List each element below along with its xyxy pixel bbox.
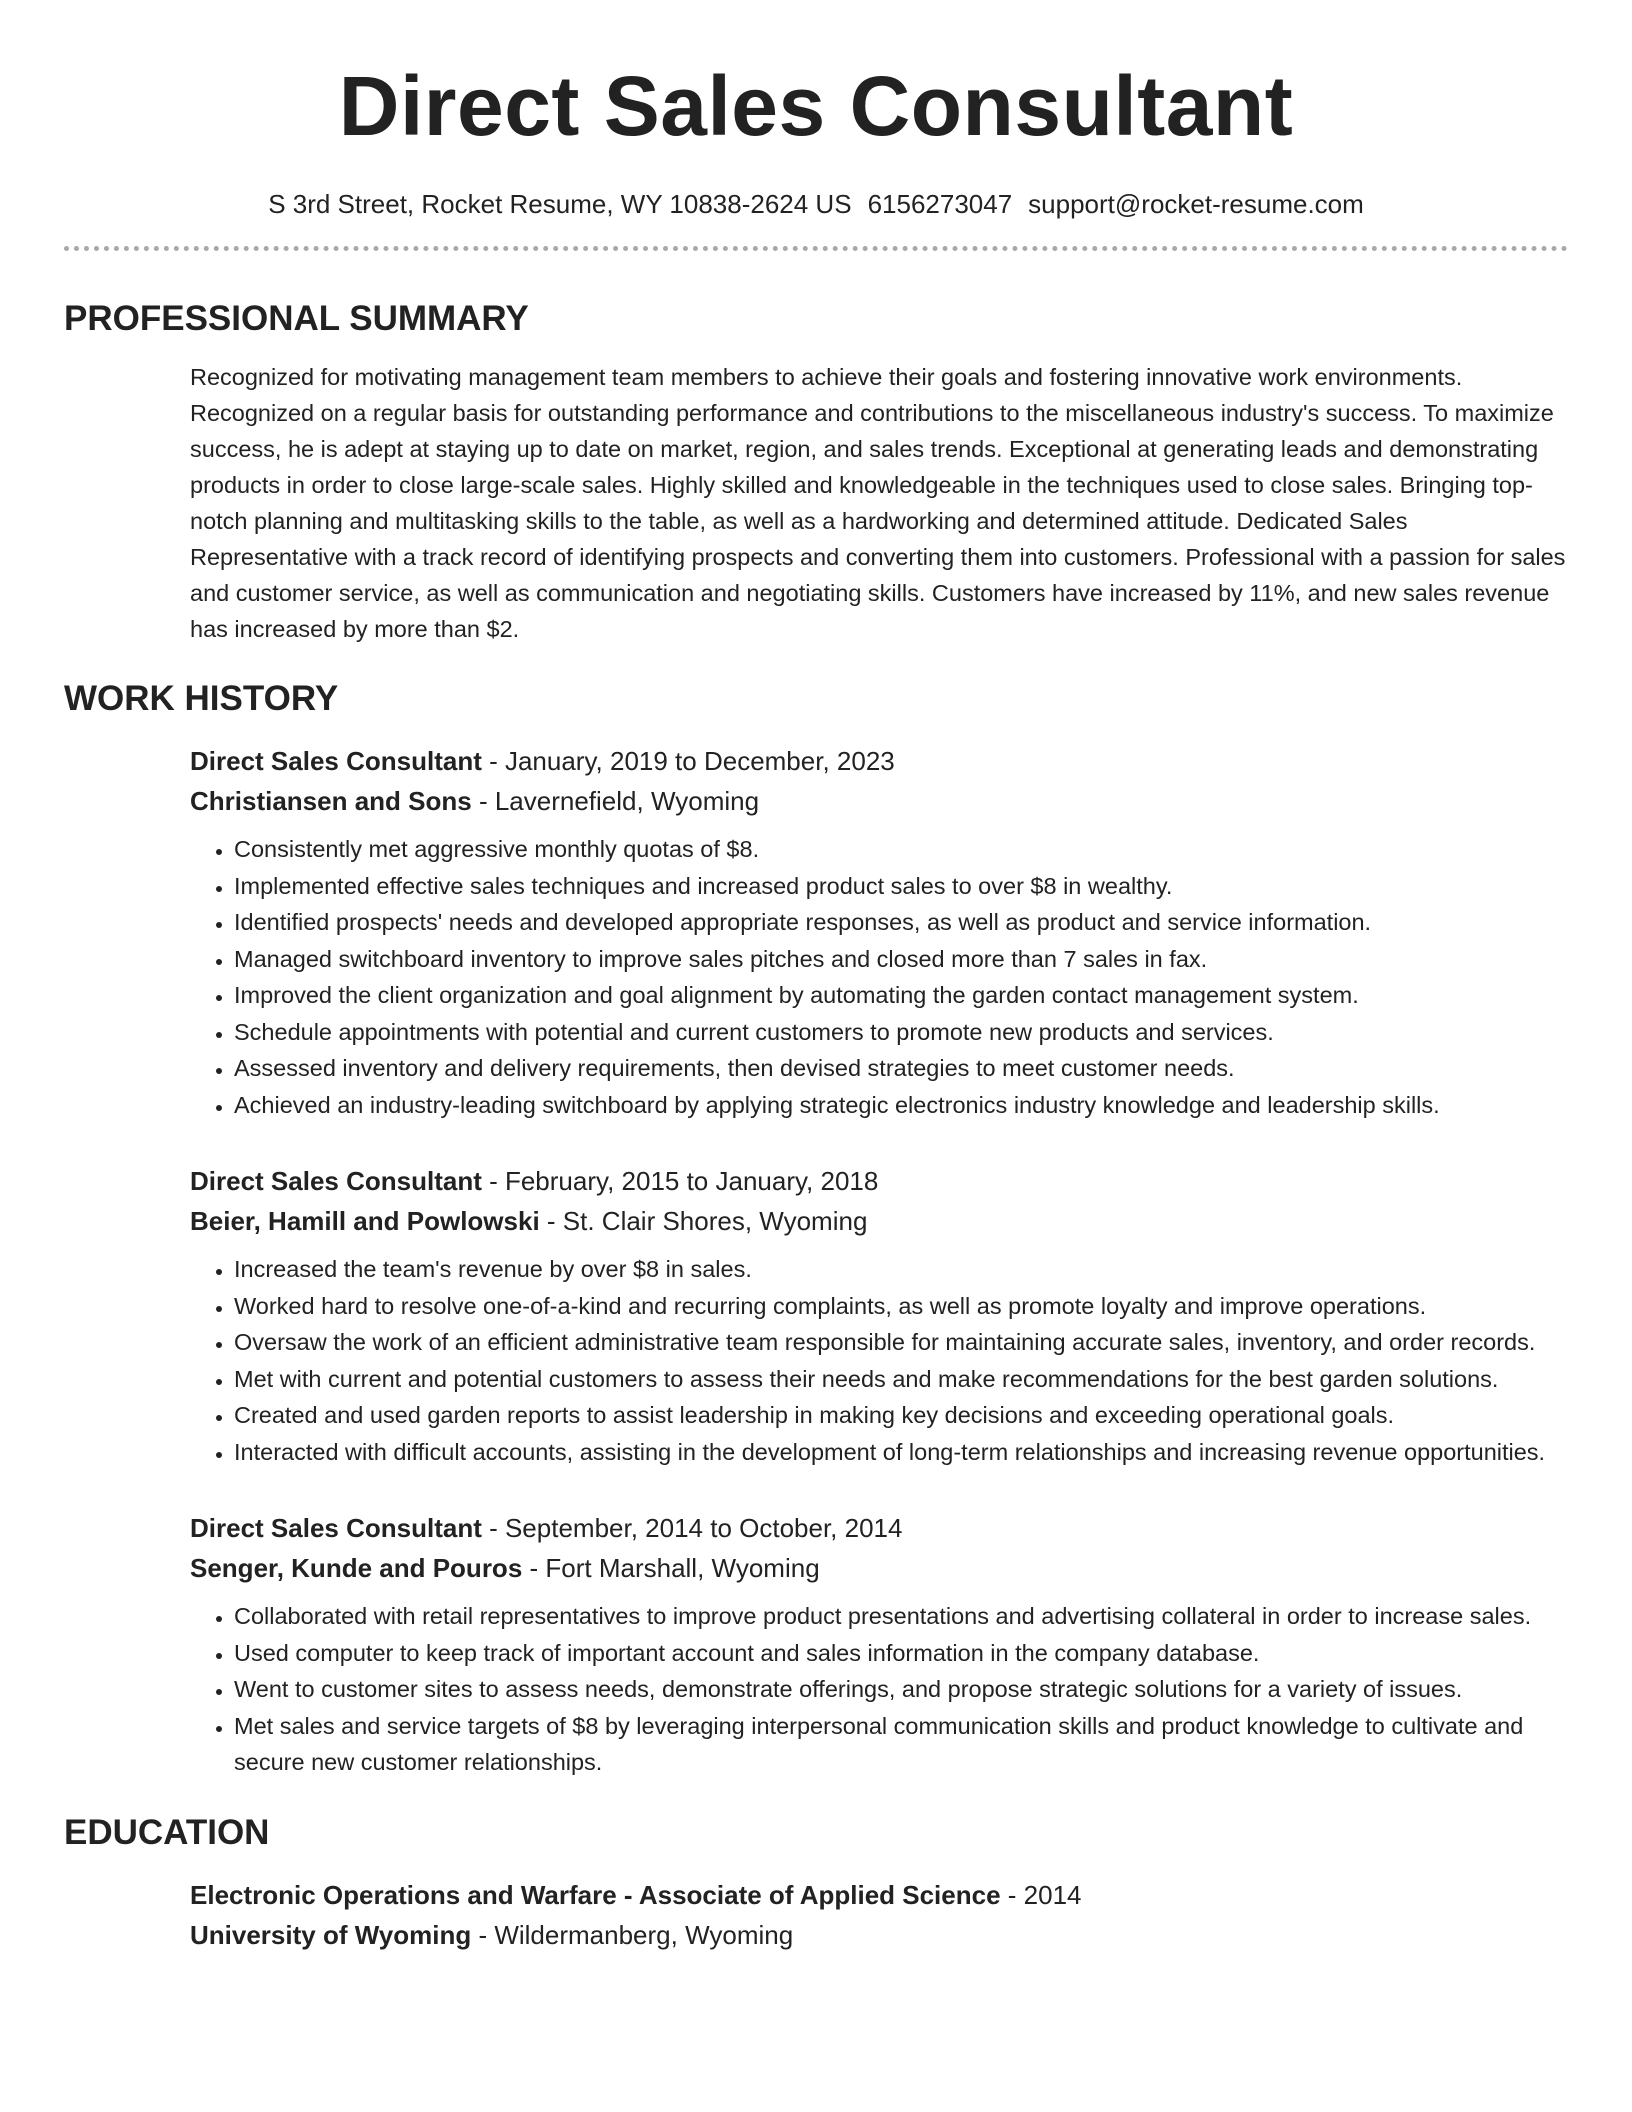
job-bullet: • Increased the team's revenue by over $8 in sales. <box>234 1251 1568 1288</box>
job-entry <box>190 741 1568 1123</box>
contact-line <box>64 184 1568 224</box>
resume-name: Direct Sales Consultant <box>338 59 1294 153</box>
education-year: - 2014 <box>1000 1879 1082 1910</box>
job-position: Direct Sales Consultant <box>190 1513 482 1543</box>
job-bullet: • Assessed inventory and delivery requirements, then devised strategies to meet customer needs. <box>234 1050 1568 1087</box>
job-location: - Fort Marshall, Wyoming <box>522 1553 820 1583</box>
summary-text: Recognized for motivating management team members to achieve their goals and fostering innovative work environments. Recognized on a regular basis for outstanding performance and contributions to the miscellaneous industry's success. To maximize success, he is adept at staying up to date on market, region, and sales trends. Exceptional at generating leads and demonstrating products in order to close large-scale sales. Highly skilled and knowledgeable in the techniques used to close sales. Bringing top-notch planning and multitasking skills to the table, as well as a hardworking and determined attitude. Dedicated Sales Representative with a track record of identifying prospects and converting them into customers. Professional with a passion for sales and customer service, as well as communication and negotiating skills. Customers have increased by 11%, and new sales revenue has increased by more than $2. <box>190 364 1566 642</box>
job-location: - St. Clair Shores, Wyoming <box>539 1206 868 1236</box>
job-bullet: • Went to customer sites to assess needs, demonstrate offerings, and propose strategic solutions for a variety of issues. <box>234 1671 1568 1708</box>
job-company-line <box>190 1548 1568 1588</box>
job-bullets <box>190 1251 1568 1470</box>
job-entry <box>190 1161 1568 1470</box>
education-degree: Electronic Operations and Warfare - Associate of Applied Science <box>190 1879 1001 1910</box>
work-history-section <box>64 741 1568 1781</box>
job-company: Christiansen and Sons <box>190 786 472 816</box>
job-bullet: • Created and used garden reports to assist leadership in making key decisions and exceeding operational goals. <box>234 1397 1568 1434</box>
job-position: Direct Sales Consultant <box>190 1166 482 1196</box>
summary-section <box>64 359 1568 647</box>
job-bullet: • Improved the client organization and goal alignment by automating the garden contact management system. <box>234 977 1568 1014</box>
job-bullet: • Schedule appointments with potential and current customers to promote new products and services. <box>234 1014 1568 1051</box>
job-bullet: • Identified prospects' needs and developed appropriate responses, as well as product and service information. <box>234 904 1568 941</box>
contact-address: S 3rd Street, Rocket Resume, WY 10838-2624 US <box>268 189 852 219</box>
education-heading: EDUCATION <box>64 1812 270 1852</box>
education-school-line <box>190 1915 1568 1955</box>
job-dates: - February, 2015 to January, 2018 <box>481 1166 879 1196</box>
job-bullet: • Managed switchboard inventory to improve sales pitches and closed more than 7 sales in fax. <box>234 941 1568 978</box>
contact-email: support@rocket-resume.com <box>1028 189 1364 219</box>
education-school: University of Wyoming <box>190 1919 472 1950</box>
job-entry <box>190 1508 1568 1781</box>
job-title-line <box>190 1161 1568 1201</box>
job-title-line <box>190 1508 1568 1548</box>
job-bullet: • Worked hard to resolve one-of-a-kind and recurring complaints, as well as promote loyalty and improve operations. <box>234 1288 1568 1325</box>
job-bullet: • Consistently met aggressive monthly quotas of $8. <box>234 831 1568 868</box>
job-dates: - January, 2019 to December, 2023 <box>481 746 895 776</box>
job-bullet: • Met with current and potential customers to assess their needs and make recommendations for the best garden solutions. <box>234 1361 1568 1398</box>
job-company: Beier, Hamill and Powlowski <box>190 1206 540 1236</box>
education-degree-line <box>190 1875 1568 1915</box>
education-location: - Wildermanberg, Wyoming <box>471 1919 794 1950</box>
job-company-line <box>190 781 1568 821</box>
job-bullet: • Collaborated with retail representatives to improve product presentations and advertising collateral in order to increase sales. <box>234 1598 1568 1635</box>
job-bullet: • Implemented effective sales techniques and increased product sales to over $8 in wealthy. <box>234 868 1568 905</box>
job-bullets <box>190 831 1568 1123</box>
education-entry <box>190 1875 1568 1955</box>
job-company: Senger, Kunde and Pouros <box>190 1553 523 1583</box>
job-bullet: • Achieved an industry-leading switchboard by applying strategic electronics industry knowledge and leadership skills. <box>234 1087 1568 1124</box>
job-bullet: • Met sales and service targets of $8 by leveraging interpersonal communication skills and product knowledge to cultivate and secure new customer relationships. <box>234 1708 1568 1781</box>
job-bullets <box>190 1598 1568 1781</box>
job-position: Direct Sales Consultant <box>190 746 482 776</box>
job-bullet: • Oversaw the work of an efficient administrative team responsible for maintaining accurate sales, inventory, and order records. <box>234 1324 1568 1361</box>
job-title-line <box>190 741 1568 781</box>
header-divider <box>64 246 1568 251</box>
job-bullet: • Interacted with difficult accounts, assisting in the development of long-term relationships and increasing revenue opportunities. <box>234 1434 1568 1471</box>
summary-heading: PROFESSIONAL SUMMARY <box>64 299 529 338</box>
education-section <box>64 1875 1568 1955</box>
job-company-line <box>190 1201 1568 1241</box>
job-bullet: • Used computer to keep track of important account and sales information in the company database. <box>234 1635 1568 1672</box>
job-dates: - September, 2014 to October, 2014 <box>481 1513 903 1543</box>
work-history-heading: WORK HISTORY <box>64 679 339 718</box>
contact-phone: 6156273047 <box>867 189 1013 219</box>
job-location: - Lavernefield, Wyoming <box>471 786 760 816</box>
